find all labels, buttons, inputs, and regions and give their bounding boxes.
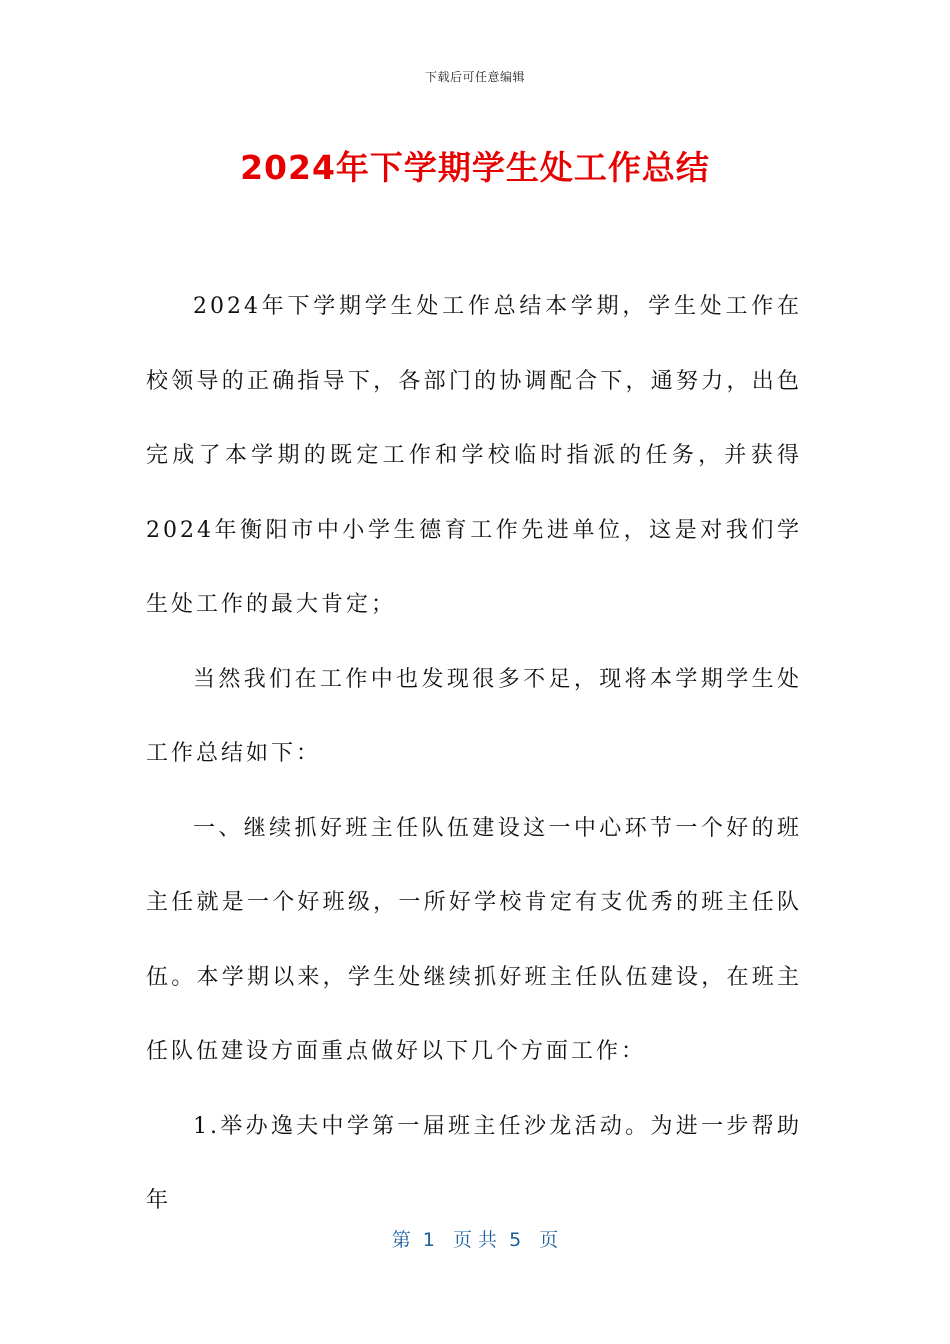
paragraph: 一、继续抓好班主任队伍建设这一中心环节一个好的班主任就是一个好班级，一所好学校肯定有支优秀的班主任队伍。本学期以来，学生处继续抓好班主任队伍建设，在班主任队伍建设方面重点做好以下几个方面工作： — [146, 815, 802, 1064]
paragraph: 当然我们在工作中也发现很多不足，现将本学期学生处工作总结如下： — [146, 666, 802, 766]
page-footer: 第 1 页 共 5 页 — [391, 1229, 559, 1251]
header-note: 下载后可任意编辑 — [424, 70, 525, 84]
document-title: 2024年下学期学生处工作总结 — [240, 148, 710, 187]
paragraph: 2024年下学期学生处工作总结本学期，学生处工作在校领导的正确指导下，各部门的协调配合下，通努力，出色完成了本学期的既定工作和学校临时指派的任务，并获得2024年衡阳市中小学生德育工作先进单位，这是对我们学生处工作的最大肯定； — [146, 294, 802, 617]
paragraph: 1.举办逸夫中学第一届班主任沙龙活动。为进一步帮助年 — [146, 1113, 802, 1213]
document-body — [146, 270, 802, 1239]
